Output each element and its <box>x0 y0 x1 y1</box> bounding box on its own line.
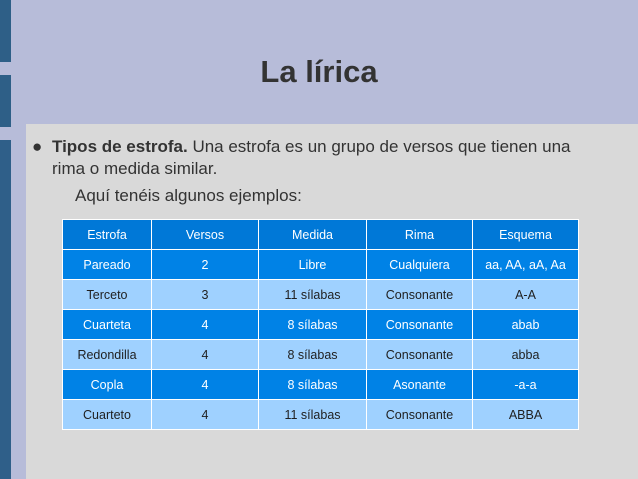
table-row <box>63 280 579 310</box>
table-cell: Libre <box>259 250 367 280</box>
table-cell: aa, AA, aA, Aa <box>473 250 579 280</box>
table-cell: Copla <box>63 370 152 400</box>
examples-intro: Aquí tenéis algunos ejemplos: <box>75 186 302 205</box>
table-cell: 11 sílabas <box>259 400 367 430</box>
table-cell: 2 <box>152 250 259 280</box>
table-cell: Cuarteto <box>63 400 152 430</box>
left-accent-bar-bottom <box>0 140 11 479</box>
table-cell: Asonante <box>367 370 473 400</box>
table-cell: 8 sílabas <box>259 310 367 340</box>
table-cell: Consonante <box>367 340 473 370</box>
table-cell: Pareado <box>63 250 152 280</box>
slide-title: La lírica <box>260 54 378 89</box>
table-row <box>63 400 579 430</box>
stanza-table <box>62 219 579 430</box>
table-cell: Consonante <box>367 310 473 340</box>
table-header-cell: Medida <box>259 220 367 250</box>
table-header-cell: Esquema <box>473 220 579 250</box>
table-row <box>63 370 579 400</box>
table-cell: ABBA <box>473 400 579 430</box>
table-cell: -a-a <box>473 370 579 400</box>
table-cell: 8 sílabas <box>259 340 367 370</box>
table-cell: Cuarteta <box>63 310 152 340</box>
table-cell: abba <box>473 340 579 370</box>
table-cell: 4 <box>152 310 259 340</box>
table-row <box>63 310 579 340</box>
table-cell: 3 <box>152 280 259 310</box>
bullet-heading: Tipos de estrofa. <box>52 137 188 156</box>
table-cell: Redondilla <box>63 340 152 370</box>
table-cell: Consonante <box>367 280 473 310</box>
left-accent-bar-top <box>0 0 11 62</box>
bullet-text: Una estrofa es un grupo de versos que tienen una rima o medida similar. <box>52 137 571 178</box>
table-header-cell: Rima <box>367 220 473 250</box>
table-cell: A-A <box>473 280 579 310</box>
bullet-paragraph <box>32 136 592 180</box>
table-header-cell: Estrofa <box>63 220 152 250</box>
table-cell: 11 sílabas <box>259 280 367 310</box>
bullet-icon: ● <box>32 137 43 156</box>
table-row <box>63 250 579 280</box>
table-cell: abab <box>473 310 579 340</box>
table-cell: Consonante <box>367 400 473 430</box>
table-cell: 4 <box>152 400 259 430</box>
table-cell: 4 <box>152 370 259 400</box>
table-cell: Terceto <box>63 280 152 310</box>
table-header-cell: Versos <box>152 220 259 250</box>
table-header-row <box>63 220 579 250</box>
table-cell: 8 sílabas <box>259 370 367 400</box>
table-row <box>63 340 579 370</box>
table-cell: 4 <box>152 340 259 370</box>
table-cell: Cualquiera <box>367 250 473 280</box>
